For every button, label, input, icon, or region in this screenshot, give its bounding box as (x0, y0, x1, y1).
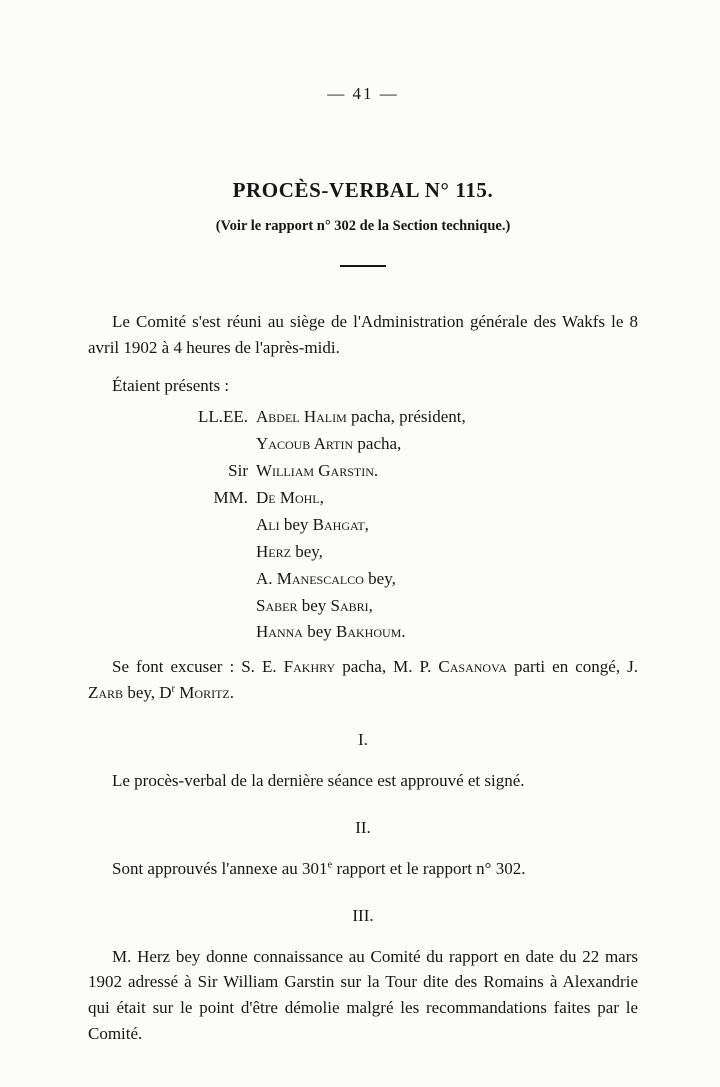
attendee-name: Herz bey, (256, 541, 323, 561)
section-heading-1: I. (358, 729, 368, 749)
section-heading-2: II. (355, 817, 371, 837)
subtitle: (Voir le rapport n° 302 de la Section technique.) (215, 218, 511, 234)
attendee-name: William Garstin. (256, 461, 379, 481)
section-paragraph-1: Le procès-verbal de la dernière séance est approuvé et signé. (112, 770, 525, 790)
section-paragraph-3: M. Herz bey donne connaissance au Comité du rapport en date du 22 mars 1902 adressé à Sir William Garstin sur la Tour dite des Romains à Alexandrie qui était sur le point d'être démolie malgré les recommandations faites par le Comité. (88, 946, 638, 1044)
list-item (160, 458, 638, 485)
list-item (160, 512, 638, 539)
attendee-prefix: LL.EE. (197, 407, 248, 427)
attendees-list (88, 404, 638, 646)
attendee-name: Yacoub Artin pacha, (256, 434, 402, 454)
excuses-paragraph: Se font excuser : S. E. Fakhry pacha, M. P. Casanova parti en congé, J. Zarb bey, $D^r$ Moritz. (88, 657, 639, 703)
list-item (160, 619, 638, 646)
section-heading-3: III. (352, 905, 374, 925)
attendee-prefix (160, 593, 248, 620)
attendee-name: Hanna bey Bakhoum. (256, 622, 406, 642)
attendee-name: Saber bey Sabri, (256, 595, 373, 615)
attendee-name: Ali bey Bahgat, (256, 514, 369, 534)
attendee-prefix (160, 431, 248, 458)
attendee-prefix (160, 512, 248, 539)
list-item (160, 539, 638, 566)
presents-label: Étaient présents : (112, 375, 230, 395)
list-item (160, 593, 638, 620)
list-item (160, 404, 638, 431)
attendee-prefix (160, 566, 248, 593)
list-item (160, 431, 638, 458)
attendee-prefix: Sir (228, 461, 248, 481)
attendee-prefix (160, 619, 248, 646)
list-item (160, 485, 638, 512)
attendee-name: Abdel Halim pacha, président, (256, 407, 466, 427)
attendee-prefix: MM. (213, 488, 248, 508)
page-title: PROCÈS-VERBAL N° 115. (232, 178, 494, 202)
attendee-prefix (160, 539, 248, 566)
attendee-name: De Mohl, (256, 488, 324, 508)
attendee-name: A. Manescalco bey, (256, 568, 396, 588)
section-divider (340, 265, 386, 267)
page-number: — 41 — (327, 84, 399, 103)
intro-paragraph: Le Comité s'est réuni au siège de l'Administration générale des Wakfs le 8 avril 1902 à 4 heures de l'après-midi. (88, 312, 638, 357)
list-item (160, 566, 638, 593)
section-paragraph-2: Sont approuvés l'annexe au 301e rapport et le rapport n° 302. (112, 858, 526, 878)
